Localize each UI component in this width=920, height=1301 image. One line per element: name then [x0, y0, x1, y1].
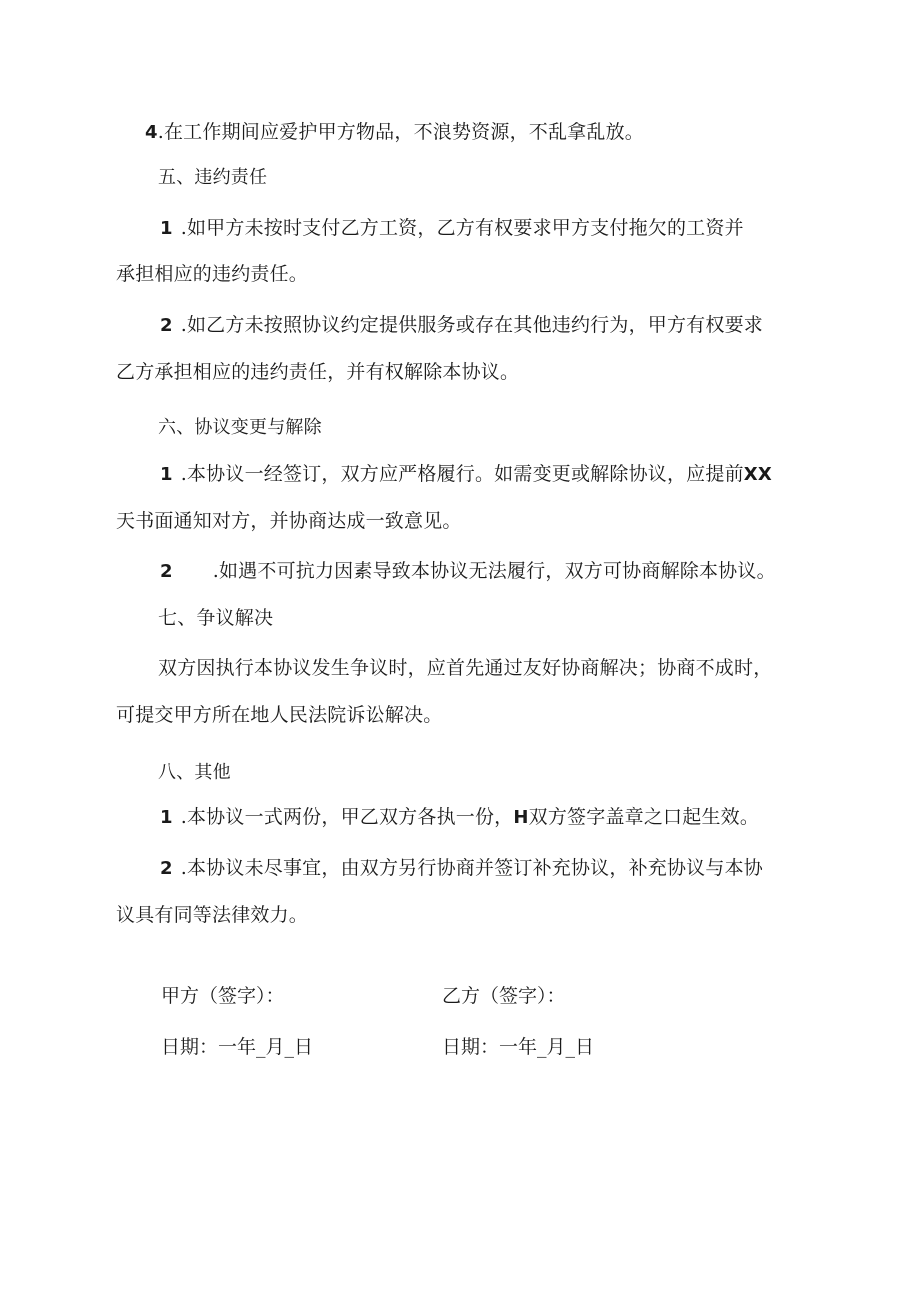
item-number: 2 [160, 561, 173, 582]
party-b-signature-label: 乙方（签字）： [442, 985, 566, 1007]
item-text: .在工作期间应爱护甲方物品，不浪势资源，不乱拿乱放。 [157, 121, 644, 143]
item-text: .如乙方未按照协议约定提供服务或存在其他违约行为，甲方有权要求 [180, 314, 763, 336]
item-text: .本协议未尽事宜，由双方另行协商并签订补充协议，补充协议与本协 [180, 857, 763, 879]
section-8-item-1 [160, 805, 759, 830]
section-6-heading: 六、协议变更与解除 [158, 417, 322, 438]
section-7-body-line-2: 可提交甲方所在地人民法院诉讼解决。 [116, 704, 443, 726]
section-6-item-1-line-2: 天书面通知对方，并协商达成一致意见。 [116, 510, 462, 532]
party-a-signature-label: 甲方（签字）： [161, 985, 285, 1007]
section-6-item-2 [160, 559, 776, 584]
item-text-end: 双方签字盖章之口起生效。 [528, 806, 760, 828]
section-7-heading: 七、争议解决 [158, 607, 274, 629]
item-number: 4 [145, 122, 158, 143]
item-number: 2 [160, 315, 173, 336]
clause-4-item-4 [145, 120, 644, 145]
section-5-item-1-line-2: 承担相应的违约责任。 [116, 263, 309, 285]
section-8-item-2-line-1 [160, 856, 763, 881]
item-number: 2 [160, 858, 173, 879]
item-number: 1 [160, 218, 173, 239]
notice-days-placeholder: XX [743, 464, 772, 485]
section-7-body-line-1: 双方因执行本协议发生争议时，应首先通过友好协商解决；协商不成时， [158, 657, 773, 679]
section-5-item-2-line-2: 乙方承担相应的违约责任，并有权解除本协议。 [116, 361, 520, 383]
section-5-item-2-line-1 [160, 313, 763, 338]
item-text: .如遇不可抗力因素导致本协议无法履行，双方可协商解除本协议。 [212, 560, 776, 582]
party-b-date-label: 日期：一年_月_日 [442, 1036, 595, 1058]
item-text-start: .本协议一式两份，甲乙双方各执一份， [180, 806, 514, 828]
item-text-h: H [513, 807, 529, 828]
section-8-heading: 八、其他 [158, 762, 231, 783]
section-8-item-2-line-2: 议具有同等法律效力。 [116, 904, 309, 926]
section-6-item-1-line-1 [160, 462, 772, 487]
item-number: 1 [160, 807, 173, 828]
item-text: .本协议一经签订，双方应严格履行。如需变更或解除协议，应提前 [180, 463, 744, 485]
section-5-item-1-line-1 [160, 216, 744, 241]
item-text: .如甲方未按时支付乙方工资，乙方有权要求甲方支付拖欠的工资并 [180, 217, 744, 239]
party-a-date-label: 日期：一年_月_日 [161, 1036, 314, 1058]
item-number: 1 [160, 464, 173, 485]
section-5-heading: 五、违约责任 [158, 167, 268, 188]
